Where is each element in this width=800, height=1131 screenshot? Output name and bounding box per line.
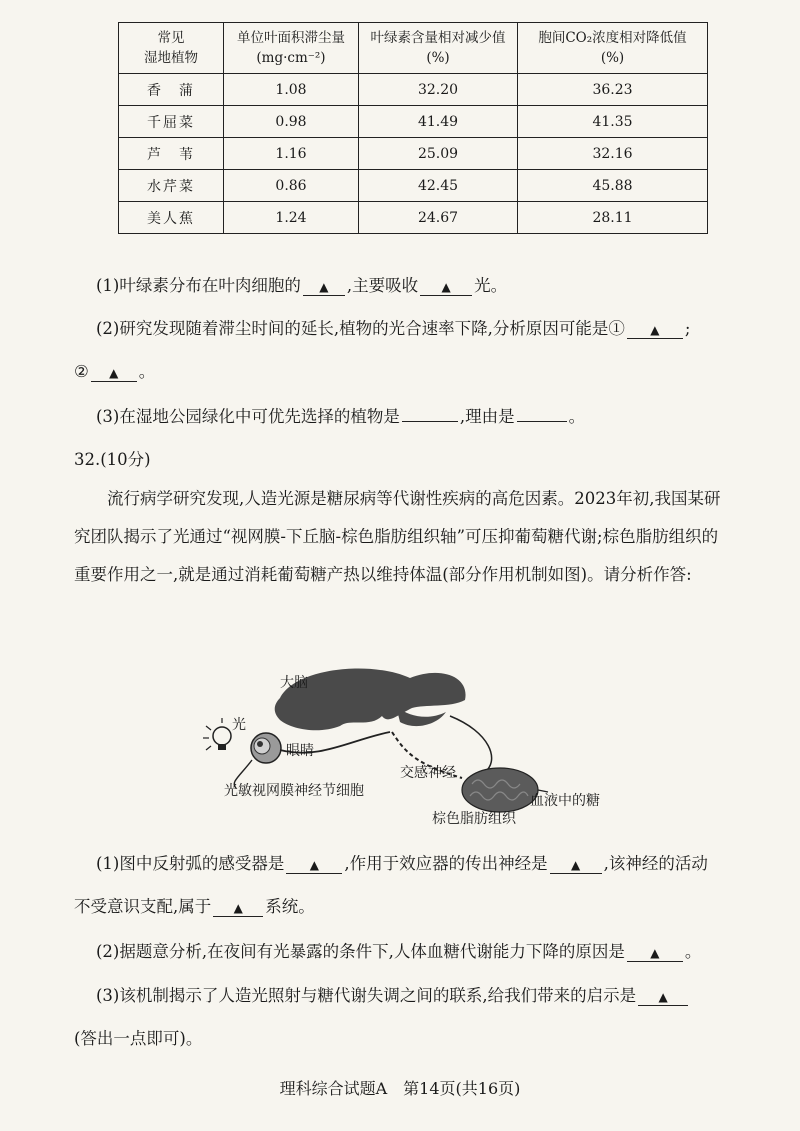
answer-blank[interactable]: ▲ [638,988,688,1006]
label-blood-sugar: 血液中的糖 [530,793,600,809]
cell-co2: 41.35 [518,106,708,138]
cell-co2: 32.16 [518,138,708,170]
cell-plant: 千屈菜 [119,106,224,138]
answer-blank[interactable]: ▲ [627,944,683,962]
header-plant: 常见 湿地植物 [119,23,224,74]
table-row [119,138,708,170]
answer-blank[interactable]: ▲ [420,278,472,296]
q32-intro: 流行病学研究发现,人造光源是糖尿病等代谢性疾病的高危因素。2023年初,我国某研究团队揭示了光通过“视网膜-下丘脑-棕色脂肪组织轴”可压抑葡萄糖代谢;棕色脂肪组织的重要作用之一,就是通过消耗葡萄糖产热以维持体温(部分作用机制如图)。请分析作答: [74,489,721,584]
answer-blank[interactable] [517,421,567,422]
cell-chlorophyll: 25.09 [359,138,518,170]
table-header-row [119,23,708,74]
page-footer: 理科综合试题A 第14页(共16页) [279,1079,521,1098]
answer-blank[interactable]: ▲ [213,899,263,917]
q32-part3-cont: (答出一点即可)。 [74,1029,203,1048]
cell-plant: 香 蒲 [119,74,224,106]
header-chlorophyll: 叶绿素含量相对减少值 (%) [359,23,518,74]
cell-dust: 0.86 [224,170,359,202]
label-light: 光 [232,717,246,733]
q32-part1-cont: 不受意识支配,属于 ▲ 系统。 [74,897,315,916]
table-row [119,106,708,138]
answer-blank[interactable]: ▲ [303,278,345,296]
q31-part2-cont: ② ▲ 。 [74,362,156,381]
q31-part2: (2)研究发现随着滞尘时间的延长,植物的光合速率下降,分析原因可能是① ▲ ; [96,319,691,338]
label-sympathetic-nerve: 交感神经 [400,765,456,781]
table-row [119,170,708,202]
cell-chlorophyll: 32.20 [359,74,518,106]
q31-part1: (1)叶绿素分布在叶肉细胞的 ▲ ,主要吸收 ▲ 光。 [96,276,508,295]
q32-header: 32.(10分) [74,450,151,469]
brown-fat-icon [462,768,538,812]
cell-plant: 芦 苇 [119,138,224,170]
descending-line [450,716,492,772]
table-row [119,74,708,106]
cell-chlorophyll: 24.67 [359,202,518,234]
cell-dust: 0.98 [224,106,359,138]
cell-plant: 水芹菜 [119,170,224,202]
mechanism-figure [200,660,620,830]
cell-chlorophyll: 41.49 [359,106,518,138]
q32-part3: (3)该机制揭示了人造光照射与糖代谢失调之间的联系,给我们带来的启示是 ▲ [96,982,690,1006]
cell-co2: 45.88 [518,170,708,202]
light-bulb-icon [203,718,231,750]
q32-part1: (1)图中反射弧的感受器是 ▲ ,作用于效应器的传出神经是 ▲ ,该神经的活动 [96,854,708,873]
q32-part2: (2)据题意分析,在夜间有光暴露的条件下,人体血糖代谢能力下降的原因是 ▲ 。 [96,942,702,961]
wetland-plant-table [118,22,708,234]
answer-blank[interactable]: ▲ [550,856,602,874]
cell-dust: 1.24 [224,202,359,234]
answer-blank[interactable]: ▲ [627,321,683,339]
answer-blank[interactable]: ▲ [286,856,342,874]
label-retina-cells: 光敏视网膜神经节细胞 [224,783,364,799]
cell-chlorophyll: 42.45 [359,170,518,202]
cell-co2: 28.11 [518,202,708,234]
cell-dust: 1.08 [224,74,359,106]
cell-plant: 美人蕉 [119,202,224,234]
cell-dust: 1.16 [224,138,359,170]
table-row [119,202,708,234]
header-co2: 胞间CO₂浓度相对降低值 (%) [518,23,708,74]
label-eye: 眼睛 [286,743,314,759]
label-brain: 大脑 [280,675,308,691]
header-dust: 单位叶面积滞尘量 (mg·cm⁻²) [224,23,359,74]
q31-part3: (3)在湿地公园绿化中可优先选择的植物是 ,理由是 。 [96,407,586,426]
answer-blank[interactable]: ▲ [91,364,137,382]
label-brown-fat: 棕色脂肪组织 [432,811,516,827]
cell-co2: 36.23 [518,74,708,106]
answer-blank[interactable] [402,421,458,422]
eye-icon [251,733,281,763]
